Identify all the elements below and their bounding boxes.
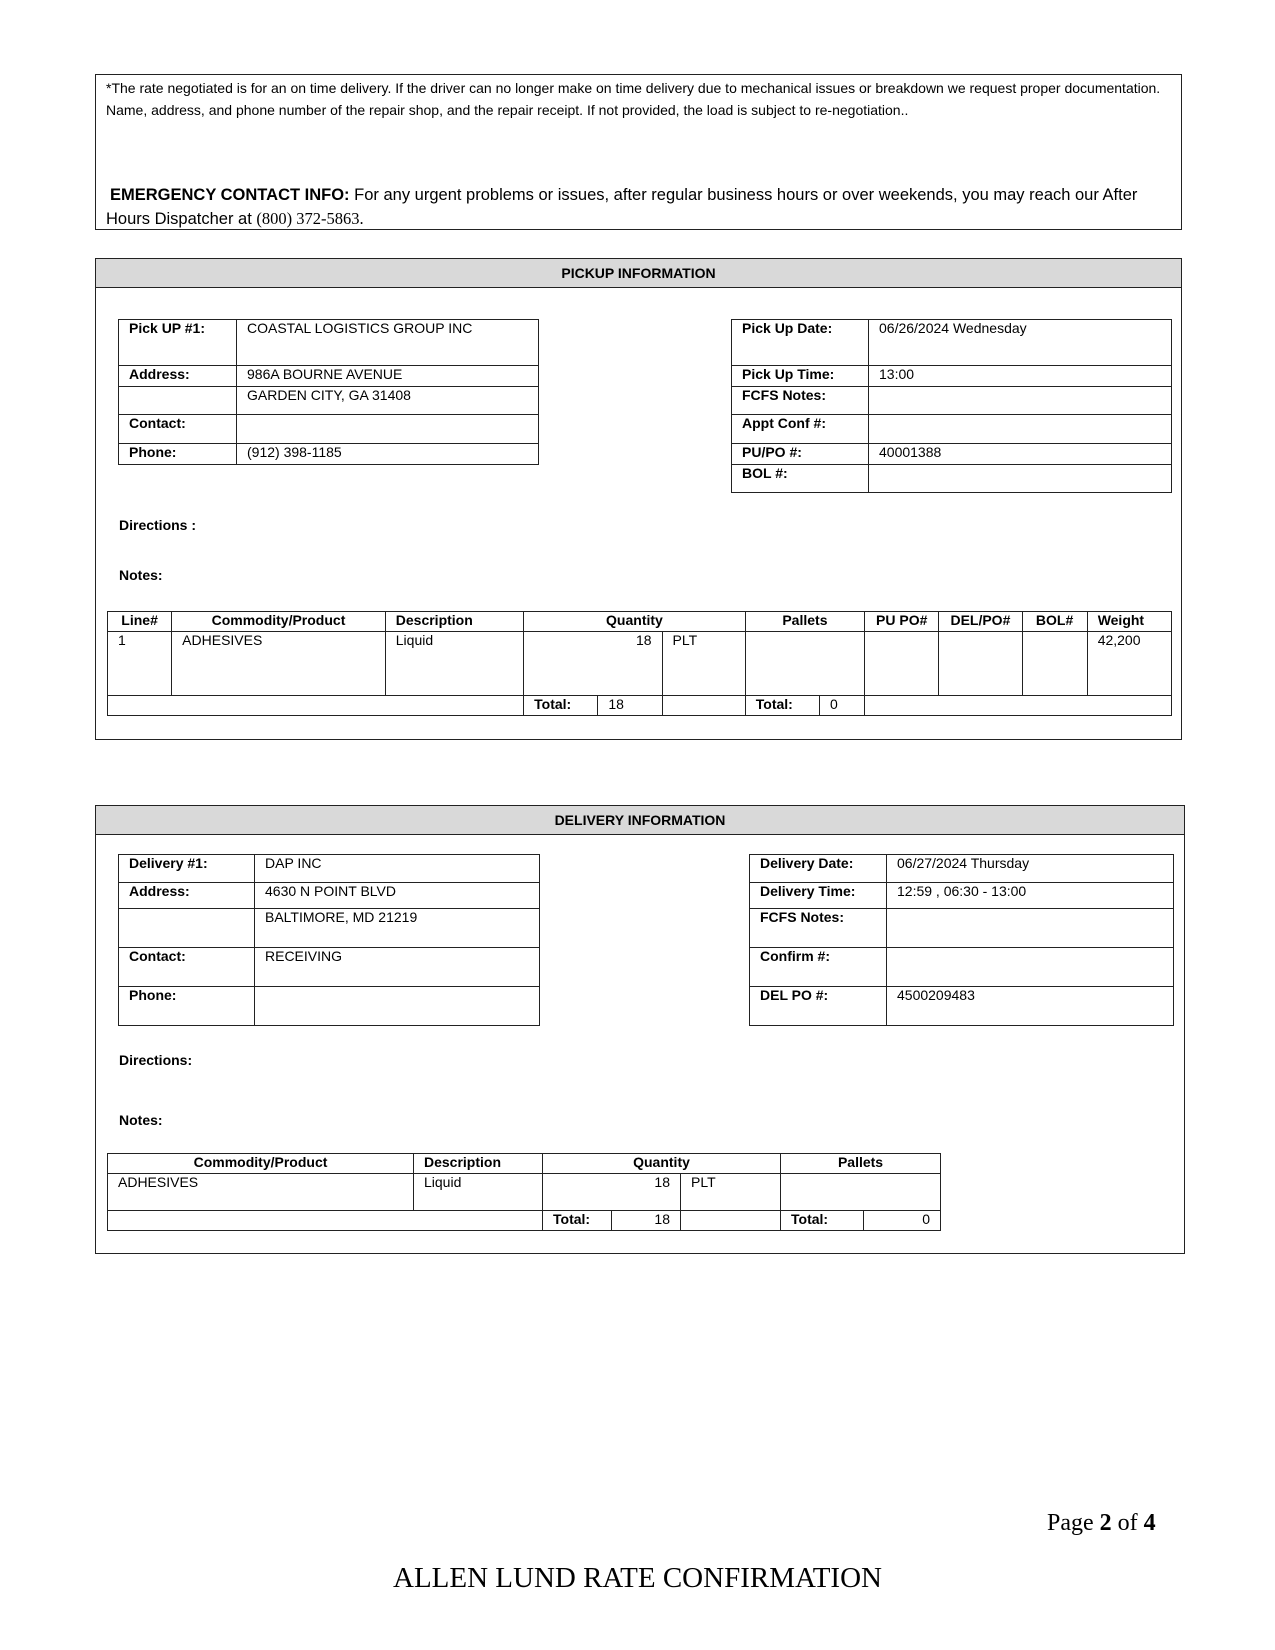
delivery-confirm-value: [887, 948, 1174, 987]
pickup-fcfs-label: FCFS Notes:: [732, 387, 869, 415]
delivery-row-pallets: [781, 1174, 941, 1211]
pickup-address-line1: 986A BOURNE AVENUE: [237, 366, 539, 387]
pickup-appt-value: [869, 415, 1172, 444]
pickup-row-description: Liquid: [385, 632, 523, 696]
pickup-row-pallets: [745, 632, 864, 696]
pickup-phone-label: Phone:: [119, 444, 237, 465]
pickup-pupo-label: PU/PO #:: [732, 444, 869, 465]
pickup-col-weight: Weight: [1087, 612, 1171, 632]
pickup-time-label: Pick Up Time:: [732, 366, 869, 387]
pickup-col-quantity: Quantity: [524, 612, 746, 632]
pickup-row-del-po: [939, 632, 1022, 696]
delivery-directions-label: Directions:: [119, 1052, 193, 1068]
pickup-col-bol: BOL#: [1022, 612, 1087, 632]
delivery-date-value: 06/27/2024 Thursday: [887, 855, 1174, 883]
delivery-address-line1: 4630 N POINT BLVD: [255, 883, 540, 909]
pickup-col-line: Line#: [108, 612, 172, 632]
page-total: 4: [1143, 1510, 1156, 1536]
delivery-pallets-total-label: Total:: [781, 1211, 864, 1231]
pickup-row-weight: 42,200: [1087, 632, 1171, 696]
delivery-qty-total: 18: [612, 1211, 681, 1231]
emergency-phone: (800) 372-5863: [256, 209, 360, 228]
delivery-commodity-table: [107, 1153, 941, 1231]
emergency-contact-label: EMERGENCY CONTACT INFO:: [110, 186, 350, 204]
delivery-qty-total-label: Total:: [543, 1211, 612, 1231]
pickup-schedule-table: [731, 319, 1172, 493]
rate-notice-box: [95, 74, 1182, 230]
delivery-delpo-value: 4500209483: [887, 987, 1174, 1026]
delivery-fcfs-label: FCFS Notes:: [750, 909, 887, 948]
pickup-row-commodity: ADHESIVES: [172, 632, 386, 696]
pickup-shipper-name: COASTAL LOGISTICS GROUP INC: [237, 320, 539, 366]
pickup-qty-total-label: Total:: [524, 696, 598, 716]
pickup-shipper-table: [118, 319, 539, 465]
pickup-col-description: Description: [385, 612, 523, 632]
pickup-time-value: 13:00: [869, 366, 1172, 387]
delivery-contact-value: RECEIVING: [255, 948, 540, 987]
pickup-row-pu-po: [865, 632, 939, 696]
delivery-time-label: Delivery Time:: [750, 883, 887, 909]
delivery-address-label: Address:: [119, 883, 255, 909]
pickup-row-line: 1: [108, 632, 172, 696]
pickup-phone-value: (912) 398-1185: [237, 444, 539, 465]
delivery-col-description: Description: [414, 1154, 543, 1174]
delivery-consignee-name: DAP INC: [255, 855, 540, 883]
delivery-number-label: Delivery #1:: [119, 855, 255, 883]
delivery-phone-value: [255, 987, 540, 1026]
emergency-contact: EMERGENCY CONTACT INFO: For any urgent problems or issues, after regular business hours or over weekends, you may reach our After Hours Dispatcher at (800) 372-5863.: [106, 186, 1138, 228]
pickup-pupo-value: 40001388: [869, 444, 1172, 465]
emergency-contact-text-2: Hours Dispatcher at: [106, 210, 252, 228]
pickup-col-pallets: Pallets: [745, 612, 864, 632]
pickup-commodity-table: [107, 611, 1172, 716]
delivery-row-quantity: 18: [543, 1174, 681, 1211]
delivery-contact-label: Contact:: [119, 948, 255, 987]
page-number: Page 2 of 4: [1047, 1510, 1156, 1536]
page-current: 2: [1099, 1510, 1112, 1536]
pickup-qty-total: 18: [598, 696, 662, 716]
pickup-appt-label: Appt Conf #:: [732, 415, 869, 444]
table-row: [108, 632, 1172, 696]
pickup-row-quantity: 18: [524, 632, 662, 696]
pickup-col-del-po: DEL/PO#: [939, 612, 1022, 632]
pickup-col-pu-po: PU PO#: [865, 612, 939, 632]
pickup-section: [95, 258, 1182, 740]
delivery-section: [95, 805, 1185, 1254]
table-row: [108, 1174, 941, 1211]
emergency-contact-text-1: For any urgent problems or issues, after regular business hours or over weekends, you may reach our After: [354, 186, 1138, 204]
delivery-row-commodity: ADHESIVES: [108, 1174, 414, 1211]
delivery-col-quantity: Quantity: [543, 1154, 781, 1174]
delivery-schedule-table: [749, 854, 1174, 1026]
delivery-consignee-table: [118, 854, 540, 1026]
delivery-col-pallets: Pallets: [781, 1154, 941, 1174]
pickup-address-line2: GARDEN CITY, GA 31408: [237, 387, 539, 415]
pickup-row-unit: PLT: [662, 632, 745, 696]
delivery-row-unit: PLT: [681, 1174, 781, 1211]
pickup-contact-value: [237, 415, 539, 444]
pickup-bol-label: BOL #:: [732, 465, 869, 493]
document-title: ALLEN LUND RATE CONFIRMATION: [393, 1562, 882, 1594]
pickup-number-label: Pick UP #1:: [119, 320, 237, 366]
delivery-row-description: Liquid: [414, 1174, 543, 1211]
delivery-fcfs-value: [887, 909, 1174, 948]
delivery-delpo-label: DEL PO #:: [750, 987, 887, 1026]
pickup-row-bol: [1022, 632, 1087, 696]
delivery-date-label: Delivery Date:: [750, 855, 887, 883]
pickup-notes-label: Notes:: [119, 567, 163, 583]
delivery-phone-label: Phone:: [119, 987, 255, 1026]
pickup-date-label: Pick Up Date:: [732, 320, 869, 366]
pickup-col-commodity: Commodity/Product: [172, 612, 386, 632]
delivery-col-commodity: Commodity/Product: [108, 1154, 414, 1174]
pickup-pallets-total: 0: [819, 696, 864, 716]
pickup-bol-value: [869, 465, 1172, 493]
delivery-notes-label: Notes:: [119, 1112, 163, 1128]
pickup-address-label: Address:: [119, 366, 237, 387]
pickup-date-value: 06/26/2024 Wednesday: [869, 320, 1172, 366]
delivery-time-value: 12:59 , 06:30 - 13:00: [887, 883, 1174, 909]
delivery-header: DELIVERY INFORMATION: [96, 806, 1184, 835]
pickup-header: PICKUP INFORMATION: [96, 259, 1181, 288]
rate-notice-text: *The rate negotiated is for an on time delivery. If the driver can no longer make on time delivery due to mechanical issues or breakdown we request proper documentation. Name, address, and phone number of the repair shop, and the repair receipt. If not provided, the load is subject to re-negotiation..: [106, 80, 1161, 118]
pickup-directions-label: Directions :: [119, 517, 197, 533]
delivery-confirm-label: Confirm #:: [750, 948, 887, 987]
pickup-pallets-total-label: Total:: [745, 696, 819, 716]
delivery-address-line2: BALTIMORE, MD 21219: [255, 909, 540, 948]
delivery-pallets-total: 0: [864, 1211, 941, 1231]
pickup-contact-label: Contact:: [119, 415, 237, 444]
pickup-fcfs-value: [869, 387, 1172, 415]
